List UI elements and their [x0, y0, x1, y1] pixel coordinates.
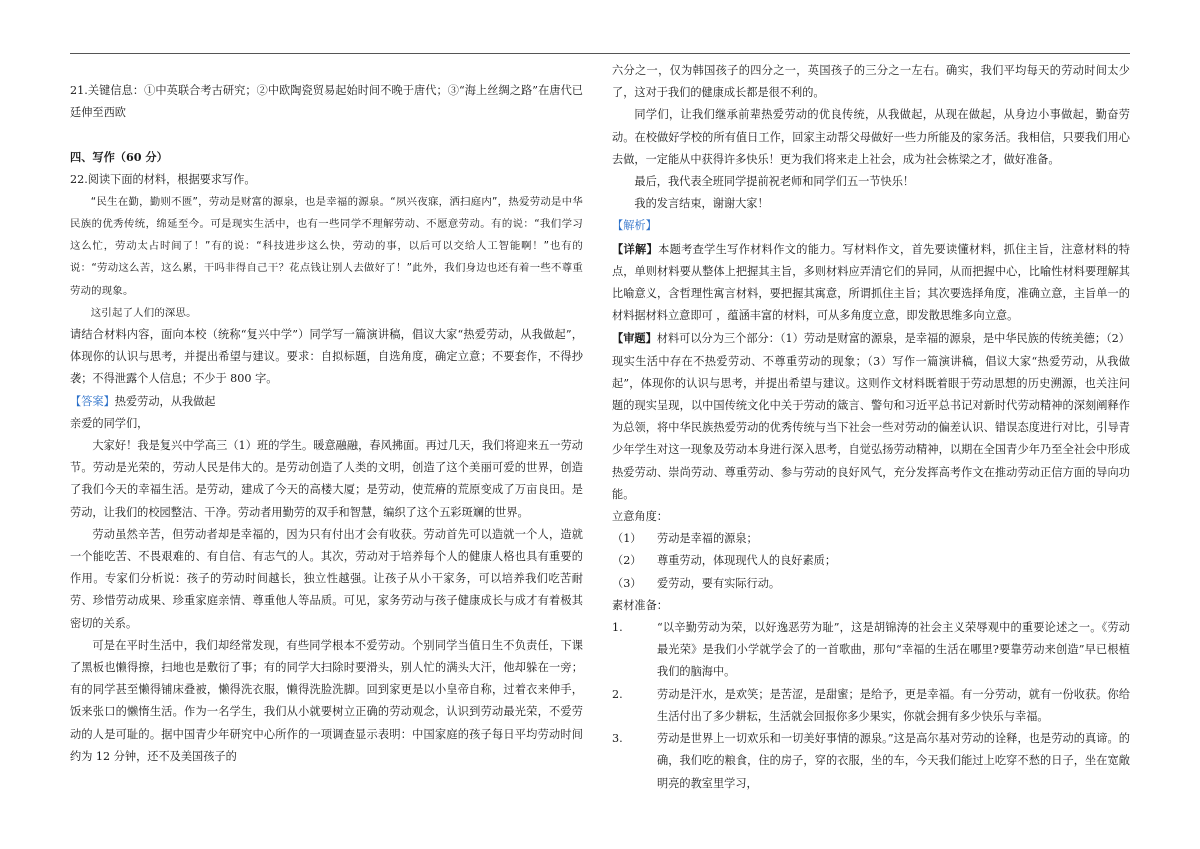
list-text: 劳动是幸福的源泉；	[657, 532, 758, 546]
essay-greeting: 亲爱的同学们，	[70, 416, 149, 430]
angle-label: 立意角度：	[612, 510, 668, 524]
list-item	[612, 573, 1130, 595]
essay-paragraph: 劳动虽然辛苦，但劳动者却是幸福的，因为只有付出才会有收获。劳动首先可以造就一个人，造就一个能吃苦、不畏艰难的、有自信、有志气的人。其次，劳动对于培养每个人的健康人格也具有重要的作用。专家们分析说：孩子的劳动时间越长，独立性越强。让孩子从小干家务，可以培养我们吃苦耐劳、珍惜劳动成果、珍重家庭亲情、尊重他人等品质。可见，家务劳动与孩子健康成长与成才有着极其密切的关系。	[70, 527, 583, 630]
q22-prompt: 22.阅读下面的材料，根据要求写作。	[70, 172, 256, 186]
essay-paragraph-continued: 六分之一，仅为韩国孩子的四分之一，英国孩子的三分之一左右。确实，我们平均每天的劳动时间太少了，这对于我们的健康成长都是很不利的。	[612, 64, 1130, 100]
right-column	[612, 60, 1130, 795]
answer-tag: 【答案】	[70, 394, 115, 408]
detail-tag: 【详解】	[612, 241, 659, 256]
essay-paragraph: 可是在平时生活中，我们却经常发现，有些同学根本不爱劳动。个别同学当值日生不负责任，下课了黑板也懒得擦，扫地也是敷衍了事；有的同学大扫除时要滑头，别人忙的满头大汗，他却躲在一旁；有的同学甚至懒得铺床叠被，懒得洗衣服，懒得洗脸洗脚。回到家更是以小皇帝自称，过着衣来伸手，饭来张口的懒惰生活。作为一名学生，我们从小就要树立正确的劳动观念，认识到劳动最光荣，不爱劳动的人是可耻的。据中国青少年研究中心所作的一项调查显示表明：中国家庭的孩子每日平均劳动时间约为 12 分钟，还不及美国孩子的	[70, 638, 583, 763]
header-rule	[70, 53, 1130, 54]
section-heading: 四、写作（60 分）	[70, 150, 168, 165]
list-number: 1.	[612, 621, 623, 635]
essay-paragraph: 最后，我代表全班同学提前祝老师和同学们五一节快乐！	[634, 175, 915, 189]
review-text: 材料可以分为三个部分：（1）劳动是财富的源泉，是幸福的源泉，是中华民族的传统美德；（2）现实生活中存在不热爱劳动、不尊重劳动的现象；（3）写作一篇演讲稿，倡议大家“热爱劳动，从我做起”，体现你的认识与思考，并提出希望与建议。这则作文材料既着眼于劳动思想的历史溯源，也关注问题的现实呈现，以中国传统文化中关于劳动的箴言、警句和习近平总书记对新时代劳动精神的深刻阐释作为总领，将中华民族热爱劳动的优秀传统与当下社会一些对劳动的偏差认识、错误态度进行对比，引导青少年学生对这一现象及劳动本身进行深入思考，自觉弘扬劳动精神，以期在全国青少年乃至全社会中形成热爱劳动、崇尚劳动、尊重劳动、参与劳动的良好风气，充分发挥高考作文在推动劳动正信方面的导向功能。	[612, 332, 1130, 501]
list-text: “以辛勤劳动为荣，以好逸恶劳为耻”，这是胡锦涛的社会主义荣辱观中的重要论述之一。《劳动最光荣》是我们小学就学会了的一首歌曲，那句“幸福的生活在哪里?要靠劳动来创造”早已根植我们的脑海中。	[657, 621, 1130, 679]
list-text: 劳动是世界上一切欢乐和一切美好事情的源泉。”这是高尔基对劳动的诠释，也是劳动的真谛。的确，我们吃的粮食，住的房子，穿的衣服，坐的车，今天我们能过上吃穿不愁的日子，坐在宽敞明亮的教室里学习，	[657, 732, 1130, 790]
q22-requirements: 请结合材料内容，面向本校（统称“复兴中学”）同学写一篇演讲稿，倡议大家“热爱劳动，从我做起”，体现你的认识与思考，并提出希望与建议。要求：自拟标题，自选角度，确定立意；不要套作，不得抄袭；不得泄露个人信息；不少于 800 字。	[70, 328, 583, 386]
list-item	[612, 550, 1130, 572]
review-paragraph	[612, 327, 1130, 506]
list-number: （3）	[612, 576, 642, 590]
list-number: 3.	[612, 732, 623, 746]
essay-title: 热爱劳动，从我做起	[114, 394, 216, 408]
essay-closing: 我的发言结束，谢谢大家！	[634, 197, 769, 211]
detail-paragraph	[612, 238, 1130, 328]
material-label: 素材准备：	[612, 598, 668, 612]
left-column	[70, 60, 583, 768]
list-text: 尊重劳动，体现现代人的良好素质；	[657, 554, 837, 568]
list-item	[612, 684, 1130, 728]
q21-answer: 21.关键信息：①中英联合考古研究；②中欧陶瓷贸易起始时间不晚于唐代；③“海上丝绸之路”在唐代已廷伸至西欧	[70, 84, 583, 120]
essay-paragraph: 同学们，让我们继承前辈热爱劳动的优良传统，从我做起，从现在做起，从身边小事做起，勤奋劳动。在校做好学校的所有值日工作，回家主动帮父母做好一些力所能及的家务活。我相信，只要我们用心去做，一定能从中获得许多快乐！更为我们将来走上社会，成为社会栋梁之才，做好准备。	[612, 108, 1130, 166]
list-item	[612, 528, 1130, 550]
q22-material-end: 这引起了人们的深思。	[90, 306, 197, 319]
list-number: 2.	[612, 687, 623, 701]
answer-line	[70, 391, 583, 413]
essay-paragraph: 大家好！我是复兴中学高三（1）班的学生。暖意融融，春风拂面。再过几天，我们将迎来五一劳动节。劳动是光荣的，劳动人民是伟大的。是劳动创造了人类的文明，创造了这个美丽可爱的世界，创造了我们今天的幸福生活。是劳动，建成了今天的高楼大厦；是劳动，使荒瘠的荒原变成了万亩良田。是劳动，让我们的校园整洁、干净。劳动者用勤劳的双手和智慧，编织了这个五彩斑斓的世界。	[70, 439, 583, 519]
list-number: （2）	[612, 554, 642, 568]
detail-text: 本题考查学生写作材料作文的能力。写材料作文，首先要读懂材料，抓住主旨，注意材料的特点，单则材料要从整体上把握其主旨，多则材料应弄清它们的异同，从而把握中心，比喻性材料要理解其比喻意义，含哲理性寓言材料，要把握其寓意，所谓抓住主旨；其次要选择角度，准确立意，主旨单一的材料据材料立意即可 ，蕴涵丰富的材料，可从多角度立意，即发散思维多向立意。	[612, 242, 1130, 323]
review-tag: 【审题】	[612, 331, 657, 346]
list-item	[612, 728, 1130, 795]
list-text: 劳动是汗水，是欢笑；是苦涩，是甜蜜；是给予，更是幸福。有一分劳动，就有一份收获。你给生活付出了多少耕耘，生活就会回报你多少果实，你就会拥有多少快乐与幸福。	[657, 687, 1130, 723]
q22-material: “民生在勤，勤则不匮”，劳动是财富的源泉，也是幸福的源泉。“夙兴夜寐，洒扫庭内”，热爱劳动是中华民族的优秀传统，绵延至今。可是现实生活中，也有一些同学不理解劳动、不愿意劳动。有的说：“我们学习这么忙，劳动太占时间了！”有的说：“科技进步这么快，劳动的事，以后可以交给人工智能啊！”也有的说：“劳动这么苦，这么累，干吗非得自己干？花点钱让别人去做好了！”此外，我们身边也还有着一些不尊重劳动的现象。	[70, 195, 583, 297]
analysis-tag: 【解析】	[612, 219, 657, 233]
list-text: 爱劳动，要有实际行动。	[657, 576, 781, 590]
list-item	[612, 617, 1130, 684]
list-number: （1）	[612, 532, 642, 546]
